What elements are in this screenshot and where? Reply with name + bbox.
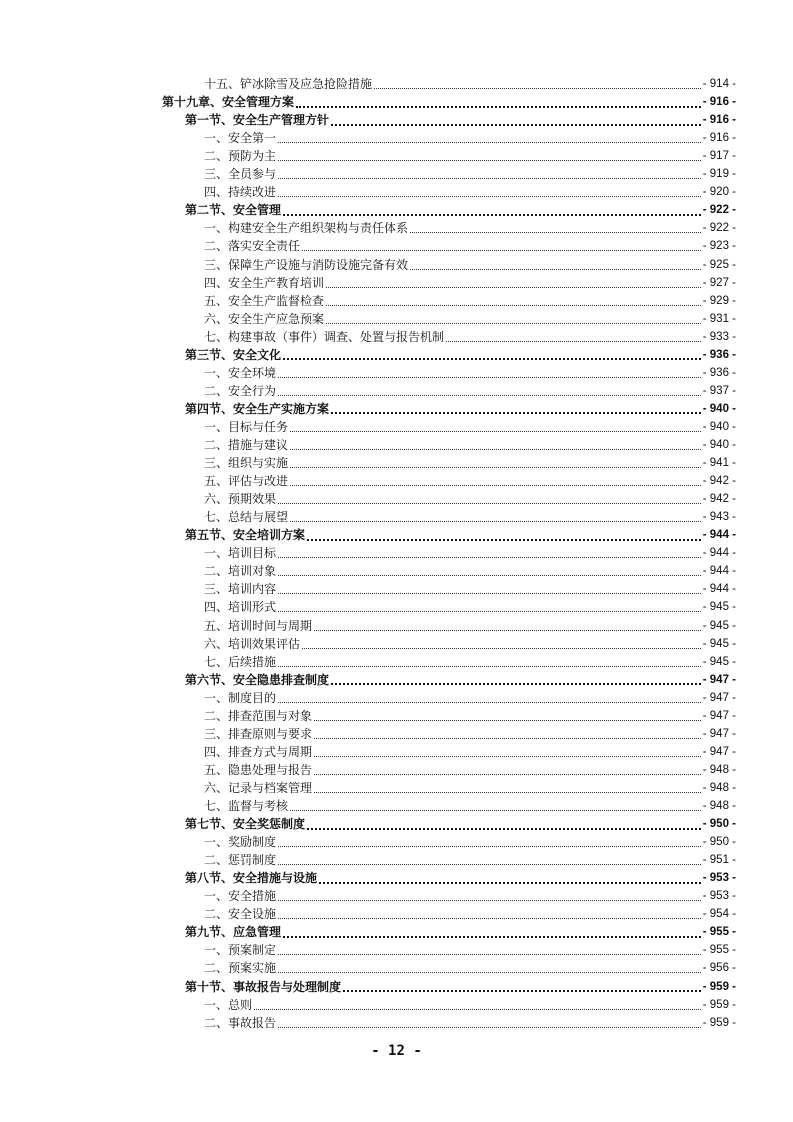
toc-page-number: - 942 - bbox=[702, 493, 736, 506]
dot-leader bbox=[314, 791, 701, 793]
toc-label: 一、安全环境 bbox=[204, 365, 277, 380]
toc-label: 七、构建事故（事件）调查、处置与报告机制 bbox=[204, 329, 445, 344]
toc-label: 三、培训内容 bbox=[204, 582, 277, 597]
dot-leader bbox=[290, 466, 701, 468]
dot-leader bbox=[343, 989, 701, 992]
toc-item[interactable] bbox=[204, 635, 736, 653]
toc-item[interactable] bbox=[204, 382, 736, 400]
toc-page-number: - 945 - bbox=[702, 601, 736, 614]
toc-item[interactable] bbox=[204, 797, 736, 815]
toc-label: 一、总则 bbox=[204, 997, 253, 1012]
toc-page-number: - 941 - bbox=[702, 457, 736, 470]
toc-page-number: - 940 - bbox=[702, 402, 736, 415]
toc-page-number: - 950 - bbox=[702, 836, 736, 849]
toc-item[interactable] bbox=[204, 743, 736, 761]
toc-label: 第七节、安全奖惩制度 bbox=[185, 817, 306, 832]
toc-page-number: - 923 - bbox=[702, 240, 736, 253]
toc-label: 七、总结与展望 bbox=[204, 510, 289, 525]
toc-page-number: - 944 - bbox=[702, 529, 736, 542]
toc-label: 六、安全生产应急预案 bbox=[204, 311, 325, 326]
toc-page-number: - 951 - bbox=[702, 854, 736, 867]
toc-item[interactable] bbox=[204, 617, 736, 635]
dot-leader bbox=[290, 520, 701, 522]
toc-page-number: - 954 - bbox=[702, 908, 736, 921]
dot-leader bbox=[278, 502, 701, 504]
dot-leader bbox=[331, 123, 701, 126]
dot-leader bbox=[278, 592, 701, 594]
dot-leader bbox=[278, 971, 701, 973]
toc-label: 二、培训对象 bbox=[204, 564, 277, 579]
toc-page-number: - 947 - bbox=[702, 691, 736, 704]
toc-page-number: - 922 - bbox=[702, 204, 736, 217]
toc-item[interactable] bbox=[204, 219, 736, 237]
toc-page-number: - 948 - bbox=[702, 763, 736, 776]
toc-item[interactable] bbox=[204, 237, 736, 255]
dot-leader bbox=[283, 357, 701, 360]
toc-label: 一、奖励制度 bbox=[204, 835, 277, 850]
dot-leader bbox=[290, 448, 701, 450]
toc-section[interactable] bbox=[185, 111, 736, 129]
toc-item[interactable] bbox=[204, 454, 736, 472]
toc-label: 二、安全行为 bbox=[204, 383, 277, 398]
toc-item[interactable] bbox=[204, 508, 736, 526]
toc-label: 五、培训时间与周期 bbox=[204, 618, 313, 633]
toc-item[interactable] bbox=[204, 292, 736, 310]
toc-page-number: - 956 - bbox=[702, 962, 736, 975]
dot-leader bbox=[278, 863, 701, 865]
toc-page-number: - 943 - bbox=[702, 511, 736, 524]
toc-label: 一、安全措施 bbox=[204, 889, 277, 904]
toc-label: 四、排查方式与周期 bbox=[204, 744, 313, 759]
dot-leader bbox=[278, 556, 701, 558]
toc-label: 二、预案实施 bbox=[204, 961, 277, 976]
dot-leader bbox=[290, 484, 701, 486]
dot-leader bbox=[446, 340, 701, 342]
dot-leader bbox=[290, 430, 701, 432]
toc-label: 一、目标与任务 bbox=[204, 419, 289, 434]
toc-label: 一、培训目标 bbox=[204, 546, 277, 561]
toc-page-number: - 936 - bbox=[702, 348, 736, 361]
toc-label: 一、安全第一 bbox=[204, 131, 277, 146]
toc-page-number: - 948 - bbox=[702, 781, 736, 794]
toc-page-number: - 919 - bbox=[702, 168, 736, 181]
toc-page-number: - 936 - bbox=[702, 366, 736, 379]
toc-item[interactable] bbox=[204, 418, 736, 436]
toc-label: 第六节、安全隐患排查制度 bbox=[185, 672, 330, 687]
toc-item[interactable] bbox=[204, 183, 736, 201]
toc-label: 十五、铲冰除雪及应急抢险措施 bbox=[204, 77, 373, 91]
toc-item[interactable] bbox=[204, 779, 736, 797]
toc-section[interactable] bbox=[185, 526, 736, 544]
toc-item[interactable] bbox=[204, 364, 736, 382]
toc-page-number: - 916 - bbox=[702, 114, 736, 127]
page-number: - 12 - bbox=[371, 1043, 422, 1059]
toc-label: 七、监督与考核 bbox=[204, 799, 289, 813]
toc-page-number: - 916 - bbox=[702, 132, 736, 145]
toc-label: 五、安全生产监督检查 bbox=[204, 293, 325, 308]
toc-label: 三、组织与实施 bbox=[204, 456, 289, 471]
toc-label: 六、预期效果 bbox=[204, 492, 277, 507]
dot-leader bbox=[314, 773, 701, 775]
toc-label: 第二节、安全管理 bbox=[185, 203, 282, 218]
toc-page-number: - 948 - bbox=[702, 800, 736, 812]
dot-leader bbox=[302, 647, 701, 649]
toc-label: 五、评估与改进 bbox=[204, 474, 289, 489]
dot-leader bbox=[283, 213, 701, 216]
dot-leader bbox=[278, 1026, 701, 1028]
dot-leader bbox=[326, 304, 701, 306]
toc-label: 三、全员参与 bbox=[204, 167, 277, 182]
dot-leader bbox=[278, 159, 701, 161]
toc-page-number: - 922 - bbox=[702, 222, 736, 235]
dot-leader bbox=[326, 322, 701, 324]
toc-item[interactable] bbox=[204, 147, 736, 165]
toc-label: 二、安全设施 bbox=[204, 907, 277, 922]
toc-page-number: - 945 - bbox=[702, 619, 736, 632]
toc-page-number: - 914 - bbox=[702, 78, 736, 90]
toc-item[interactable] bbox=[204, 256, 736, 274]
dot-leader bbox=[374, 87, 701, 89]
toc-page-number: - 931 - bbox=[702, 312, 736, 325]
toc-page-number: - 959 - bbox=[702, 998, 736, 1011]
toc-page-number: - 944 - bbox=[702, 583, 736, 596]
toc-item[interactable] bbox=[204, 1014, 736, 1032]
toc-item[interactable] bbox=[204, 941, 736, 959]
toc-item[interactable] bbox=[204, 165, 736, 183]
toc-page-number: - 947 - bbox=[702, 727, 736, 740]
dot-leader bbox=[278, 917, 701, 919]
dot-leader bbox=[278, 574, 701, 576]
toc-page-number: - 959 - bbox=[702, 1016, 736, 1029]
dot-leader bbox=[314, 629, 701, 631]
toc-page-number: - 947 - bbox=[702, 709, 736, 722]
toc-label: 二、措施与建议 bbox=[204, 438, 289, 452]
toc-item[interactable] bbox=[204, 725, 736, 743]
dot-leader bbox=[319, 881, 701, 884]
toc-page-number: - 925 - bbox=[702, 258, 736, 271]
toc-page-number: - 942 - bbox=[702, 475, 736, 488]
toc-page-number: - 959 - bbox=[702, 980, 736, 993]
toc-label: 二、预防为主 bbox=[204, 149, 277, 164]
dot-leader bbox=[296, 105, 701, 108]
toc-item[interactable] bbox=[204, 851, 736, 869]
toc-section[interactable] bbox=[185, 978, 736, 996]
dot-leader bbox=[314, 719, 701, 721]
toc-label: 一、预案制定 bbox=[204, 943, 277, 958]
toc-item[interactable] bbox=[204, 905, 736, 923]
toc-section[interactable] bbox=[185, 869, 736, 887]
toc-item[interactable] bbox=[204, 598, 736, 616]
toc-label: 二、事故报告 bbox=[204, 1015, 277, 1030]
toc-label: 四、安全生产教育培训 bbox=[204, 275, 325, 290]
dot-leader bbox=[331, 411, 701, 414]
toc-page-number: - 917 - bbox=[702, 150, 736, 163]
toc-item[interactable] bbox=[204, 328, 736, 346]
dot-leader bbox=[326, 286, 701, 288]
toc-item[interactable] bbox=[204, 562, 736, 580]
toc-item[interactable] bbox=[204, 544, 736, 562]
toc-label: 三、排查原则与要求 bbox=[204, 726, 313, 741]
dot-leader bbox=[278, 665, 701, 667]
toc-item[interactable] bbox=[204, 274, 736, 292]
toc-page-number: - 940 - bbox=[702, 439, 736, 451]
toc-item[interactable] bbox=[204, 761, 736, 779]
dot-leader bbox=[278, 177, 701, 179]
toc-item[interactable] bbox=[204, 436, 736, 454]
toc-label: 第十节、事故报告与处理制度 bbox=[185, 979, 342, 994]
dot-leader bbox=[278, 394, 701, 396]
dot-leader bbox=[410, 231, 701, 233]
toc-label: 三、保障生产设施与消防设施完备有效 bbox=[204, 257, 409, 272]
toc-label: 第九节、应急管理 bbox=[185, 925, 282, 940]
toc-page-number: - 950 - bbox=[702, 818, 736, 831]
toc-page-number: - 953 - bbox=[702, 890, 736, 903]
toc-label: 第八节、安全措施与设施 bbox=[185, 871, 318, 886]
toc-page-number: - 937 - bbox=[702, 384, 736, 397]
toc-item[interactable] bbox=[204, 707, 736, 725]
toc-page-number: - 920 - bbox=[702, 186, 736, 199]
toc-chapter[interactable] bbox=[162, 93, 736, 111]
dot-leader bbox=[278, 376, 701, 378]
toc-item[interactable] bbox=[204, 887, 736, 905]
toc-item[interactable] bbox=[204, 75, 736, 93]
dot-leader bbox=[307, 538, 701, 541]
toc-label: 第四节、安全生产实施方案 bbox=[185, 401, 330, 416]
toc-section[interactable] bbox=[185, 400, 736, 418]
toc-page-number: - 929 - bbox=[702, 294, 736, 307]
toc-page-number: - 955 - bbox=[702, 944, 736, 957]
toc-item[interactable] bbox=[204, 129, 736, 147]
toc-section[interactable] bbox=[185, 815, 736, 833]
toc-item[interactable] bbox=[204, 689, 736, 707]
toc-page-number: - 955 - bbox=[702, 926, 736, 939]
dot-leader bbox=[278, 701, 701, 703]
toc-item[interactable] bbox=[204, 833, 736, 851]
dot-leader bbox=[314, 737, 701, 739]
toc-section[interactable] bbox=[185, 671, 736, 689]
toc-label: 五、隐患处理与报告 bbox=[204, 762, 313, 777]
toc-label: 第三节、安全文化 bbox=[185, 347, 282, 362]
toc-page-number: - 940 - bbox=[702, 420, 736, 433]
toc-page-number: - 953 - bbox=[702, 872, 736, 885]
dot-leader bbox=[331, 682, 701, 685]
toc-item[interactable] bbox=[204, 996, 736, 1014]
toc-label: 二、落实安全责任 bbox=[204, 239, 301, 254]
toc-section[interactable] bbox=[185, 923, 736, 941]
toc-label: 二、惩罚制度 bbox=[204, 853, 277, 868]
toc-label: 第一节、安全生产管理方针 bbox=[185, 113, 330, 128]
dot-leader bbox=[290, 809, 701, 811]
dot-leader bbox=[278, 195, 701, 197]
toc-label: 一、制度目的 bbox=[204, 690, 277, 705]
dot-leader bbox=[410, 268, 701, 270]
dot-leader bbox=[278, 845, 701, 847]
dot-leader bbox=[283, 935, 701, 938]
toc-label: 七、后续措施 bbox=[204, 654, 277, 669]
dot-leader bbox=[314, 755, 701, 757]
toc-section[interactable] bbox=[185, 201, 736, 219]
toc-item[interactable] bbox=[204, 472, 736, 490]
toc-label: 第五节、安全培训方案 bbox=[185, 528, 306, 543]
toc-item[interactable] bbox=[204, 653, 736, 671]
toc-page-number: - 927 - bbox=[702, 276, 736, 289]
dot-leader bbox=[278, 953, 701, 955]
toc-page-number: - 944 - bbox=[702, 565, 736, 578]
toc-page-number: - 947 - bbox=[702, 745, 736, 758]
toc-page-number: - 945 - bbox=[702, 637, 736, 650]
toc-label: 四、培训形式 bbox=[204, 600, 277, 615]
dot-leader bbox=[307, 827, 701, 830]
dot-leader bbox=[254, 1008, 701, 1010]
toc-label: 一、构建安全生产组织架构与责任体系 bbox=[204, 221, 409, 236]
toc-label: 六、记录与档案管理 bbox=[204, 780, 313, 795]
toc-section[interactable] bbox=[185, 346, 736, 364]
toc-page-number: - 944 - bbox=[702, 547, 736, 560]
toc-label: 四、持续改进 bbox=[204, 185, 277, 200]
toc-page-number: - 945 - bbox=[702, 655, 736, 668]
toc-label: 六、培训效果评估 bbox=[204, 636, 301, 651]
dot-leader bbox=[278, 899, 701, 901]
toc-label: 第十九章、安全管理方案 bbox=[162, 95, 295, 110]
toc-item[interactable] bbox=[204, 580, 736, 598]
toc-page-number: - 933 - bbox=[702, 330, 736, 343]
dot-leader bbox=[302, 249, 701, 251]
dot-leader bbox=[278, 141, 701, 143]
dot-leader bbox=[278, 610, 701, 612]
toc-item[interactable] bbox=[204, 490, 736, 508]
toc-label: 二、排查范围与对象 bbox=[204, 708, 313, 723]
toc-page-number: - 916 - bbox=[702, 96, 736, 109]
toc-item[interactable] bbox=[204, 310, 736, 328]
toc-page-number: - 947 - bbox=[702, 673, 736, 686]
toc-item[interactable] bbox=[204, 959, 736, 977]
